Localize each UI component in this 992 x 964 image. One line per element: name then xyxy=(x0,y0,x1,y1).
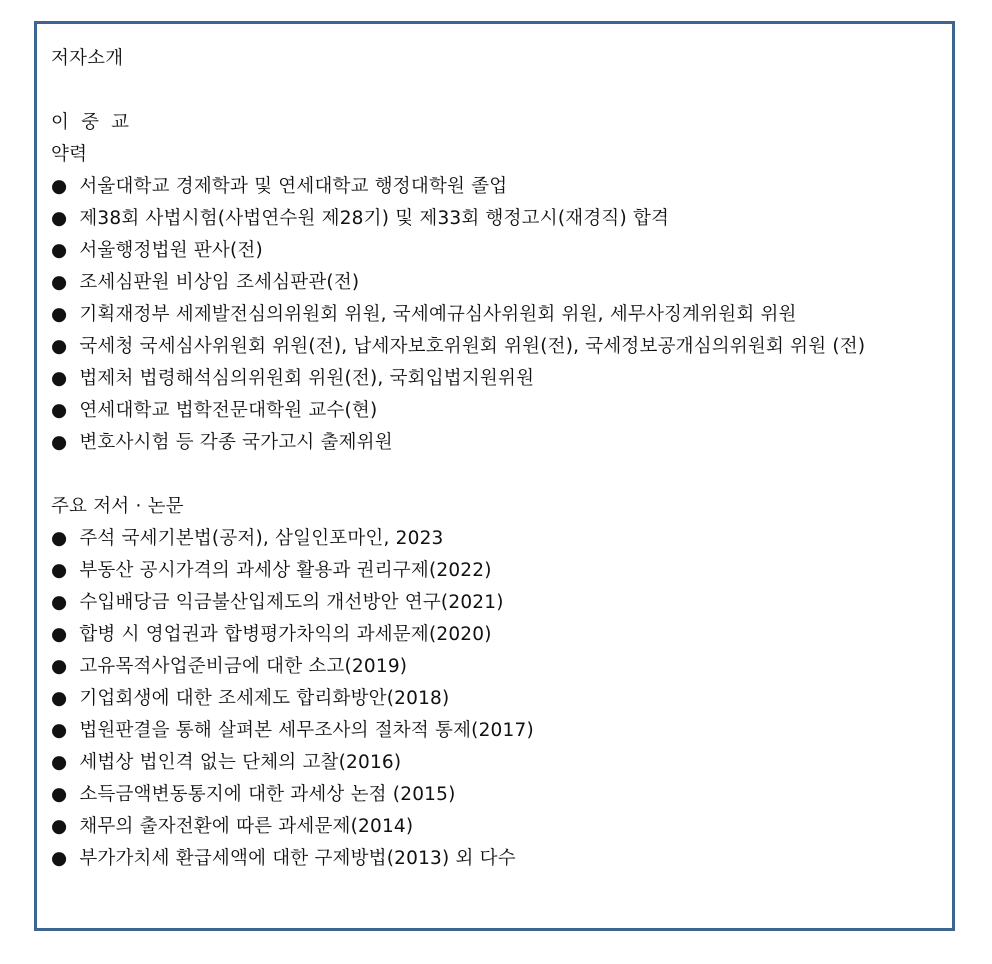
career-item-text: 제38회 사법시험(사법연수원 제28기) 및 제33회 행정고시(재경직) 합격 xyxy=(79,208,670,229)
author-intro-content xyxy=(51,43,944,875)
career-item-text: 서울대학교 경제학과 및 연세대학교 행정대학원 졸업 xyxy=(79,176,508,197)
career-item xyxy=(51,235,944,267)
publication-item xyxy=(51,651,944,683)
author-intro-box xyxy=(34,21,955,931)
publication-item xyxy=(51,715,944,747)
bullet-icon: ● xyxy=(51,656,68,677)
bullet-icon: ● xyxy=(51,816,68,837)
publication-item-text: 주석 국세기본법(공저), 삼일인포마인, 2023 xyxy=(79,528,444,549)
bullet-icon: ● xyxy=(51,624,68,645)
bullet-icon: ● xyxy=(51,560,68,581)
bullet-icon: ● xyxy=(51,176,68,197)
bullet-icon: ● xyxy=(51,272,68,293)
author-name-char: 중 xyxy=(81,112,100,133)
publications-title: 주요 저서 · 논문 xyxy=(51,496,184,517)
publication-item-text: 부동산 공시가격의 과세상 활용과 권리구제(2022) xyxy=(79,560,492,581)
author-name-char: 이 xyxy=(51,112,70,133)
publication-item-text: 수입배당금 익금불산입제도의 개선방안 연구(2021) xyxy=(79,592,504,613)
publication-item-text: 합병 시 영업권과 합병평가차익의 과세문제(2020) xyxy=(79,624,492,645)
publication-item xyxy=(51,555,944,587)
career-item-text: 국세청 국세심사위원회 위원(전), 납세자보호위원회 위원(전), 국세정보공개심의위원회 위원 (전) xyxy=(79,336,866,357)
bullet-icon: ● xyxy=(51,304,68,325)
bullet-icon: ● xyxy=(51,752,68,773)
career-item xyxy=(51,299,944,331)
publication-item xyxy=(51,683,944,715)
publication-item xyxy=(51,779,944,811)
publication-item-text: 채무의 출자전환에 따른 과세문제(2014) xyxy=(79,816,414,837)
bullet-icon: ● xyxy=(51,592,68,613)
spacer xyxy=(51,459,944,491)
author-name-char: 교 xyxy=(111,112,130,133)
career-item xyxy=(51,203,944,235)
spacer xyxy=(51,75,944,107)
bullet-icon: ● xyxy=(51,336,68,357)
bullet-icon: ● xyxy=(51,368,68,389)
publication-item xyxy=(51,619,944,651)
author-name xyxy=(51,107,944,139)
career-item-text: 기획재정부 세제발전심의위원회 위원, 국세예규심사위원회 위원, 세무사징계위원회 위원 xyxy=(79,304,797,325)
publication-item xyxy=(51,843,944,875)
career-item-text: 연세대학교 법학전문대학원 교수(현) xyxy=(79,400,378,421)
bullet-icon: ● xyxy=(51,208,68,229)
career-item xyxy=(51,331,944,363)
publication-item-text: 기업회생에 대한 조세제도 합리화방안(2018) xyxy=(79,688,450,709)
publication-item-text: 고유목적사업준비금에 대한 소고(2019) xyxy=(79,656,408,677)
bullet-icon: ● xyxy=(51,400,68,421)
career-item-text: 변호사시험 등 각종 국가고시 출제위원 xyxy=(79,432,393,453)
career-item xyxy=(51,395,944,427)
career-title: 약력 xyxy=(51,144,88,165)
publication-item-text: 부가가치세 환급세액에 대한 구제방법(2013) 외 다수 xyxy=(79,848,516,869)
publication-item xyxy=(51,523,944,555)
publication-item xyxy=(51,747,944,779)
career-item xyxy=(51,363,944,395)
publication-item-text: 세법상 법인격 없는 단체의 고찰(2016) xyxy=(79,752,402,773)
career-item xyxy=(51,171,944,203)
bullet-icon: ● xyxy=(51,848,68,869)
career-item xyxy=(51,427,944,459)
publication-item-text: 소득금액변동통지에 대한 과세상 논점 (2015) xyxy=(79,784,456,805)
section-heading: 저자소개 xyxy=(51,48,124,69)
career-item-text: 서울행정법원 판사(전) xyxy=(79,240,263,261)
bullet-icon: ● xyxy=(51,528,68,549)
bullet-icon: ● xyxy=(51,240,68,261)
publication-item-text: 법원판결을 통해 살펴본 세무조사의 절차적 통제(2017) xyxy=(79,720,534,741)
career-item-text: 법제처 법령해석심의위원회 위원(전), 국회입법지원위원 xyxy=(79,368,535,389)
publication-item xyxy=(51,811,944,843)
publication-item xyxy=(51,587,944,619)
career-item xyxy=(51,267,944,299)
bullet-icon: ● xyxy=(51,688,68,709)
bullet-icon: ● xyxy=(51,432,68,453)
bullet-icon: ● xyxy=(51,784,68,805)
bullet-icon: ● xyxy=(51,720,68,741)
career-item-text: 조세심판원 비상임 조세심판관(전) xyxy=(79,272,360,293)
